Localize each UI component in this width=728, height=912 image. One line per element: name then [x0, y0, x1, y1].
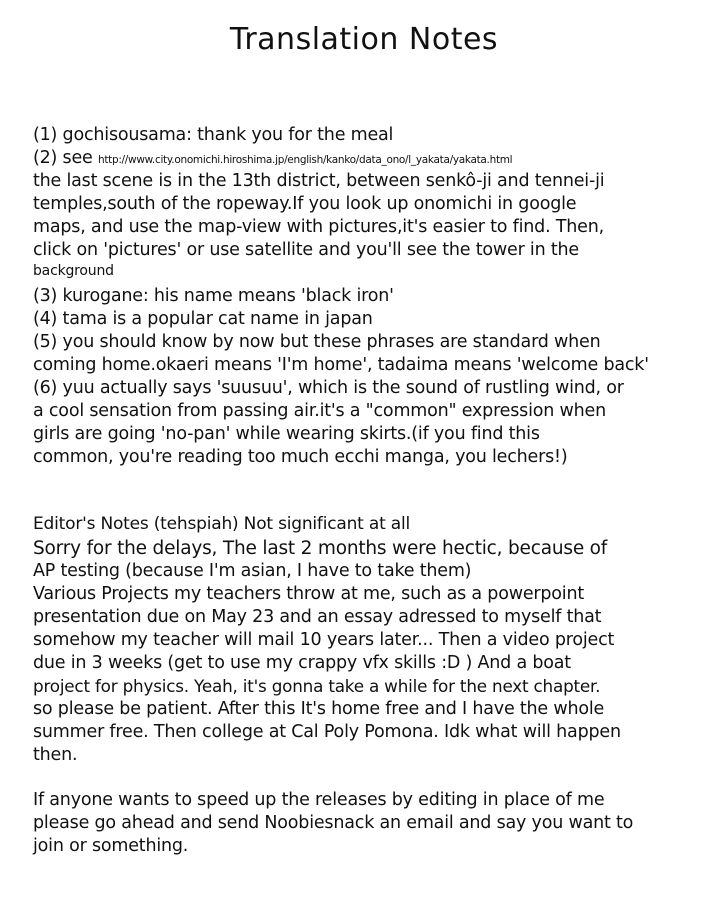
editor-line: project for physics. Yeah, it's gonna take a while for the next chapter.	[33, 676, 601, 696]
editor-line: then.	[33, 745, 78, 765]
note-line: girls are going 'no-pan' while wearing skirts.(if you find this	[33, 424, 540, 444]
editor-line: Various Projects my teachers throw at me, such as a powerpoint	[33, 584, 585, 604]
note-line: the last scene is in the 13th district, between senkô-ji and tennei-ji	[33, 171, 605, 191]
note-line: maps, and use the map-view with pictures,it's easier to find. Then,	[33, 217, 604, 237]
editor-line: due in 3 weeks (get to use my crappy vfx skills :D ) And a boat	[33, 653, 571, 673]
editor-line: presentation due on May 23 and an essay adressed to myself that	[33, 607, 602, 627]
editor-line: summer free. Then college at Cal Poly Pomona. Idk what will happen	[33, 722, 621, 742]
note-line: coming home.okaeri means 'I'm home', tadaima means 'welcome back'	[33, 355, 649, 375]
closing-line: join or something.	[33, 836, 189, 856]
note-line: background	[33, 263, 114, 279]
note-line: (1) gochisousama: thank you for the meal	[33, 125, 394, 145]
editor-notes-heading: Editor's Notes (tehspiah) Not significant at all	[33, 514, 411, 534]
editor-line: Sorry for the delays, The last 2 months were hectic, because of	[33, 538, 608, 559]
editor-line: so please be patient. After this It's home free and I have the whole	[33, 699, 605, 719]
note-line: common, you're reading too much ecchi manga, you lechers!)	[33, 447, 568, 467]
note-line: (4) tama is a popular cat name in japan	[33, 309, 373, 329]
closing-line: please go ahead and send Noobiesnack an email and say you want to	[33, 813, 634, 833]
note-line	[33, 148, 512, 168]
note-line: click on 'pictures' or use satellite and you'll see the tower in the	[33, 240, 579, 260]
page-title: Translation Notes	[229, 22, 499, 57]
note-see-label: (2) see	[33, 148, 98, 168]
note-line: (6) yuu actually says 'suusuu', which is the sound of rustling wind, or	[33, 378, 624, 398]
closing-line: If anyone wants to speed up the releases by editing in place of me	[33, 790, 605, 810]
note-line: (5) you should know by now but these phrases are standard when	[33, 332, 601, 352]
note-line: a cool sensation from passing air.it's a "common" expression when	[33, 401, 606, 421]
editor-line: AP testing (because I'm asian, I have to take them)	[33, 561, 472, 581]
editor-line: somehow my teacher will mail 10 years later... Then a video project	[33, 630, 615, 650]
note-line: (3) kurogane: his name means 'black iron'	[33, 286, 394, 306]
note-line: temples,south of the ropeway.If you look up onomichi in google	[33, 194, 577, 214]
note-url-link[interactable]: http://www.city.onomichi.hiroshima.jp/english/kanko/data_ono/l_yakata/yakata.html	[97, 154, 513, 166]
